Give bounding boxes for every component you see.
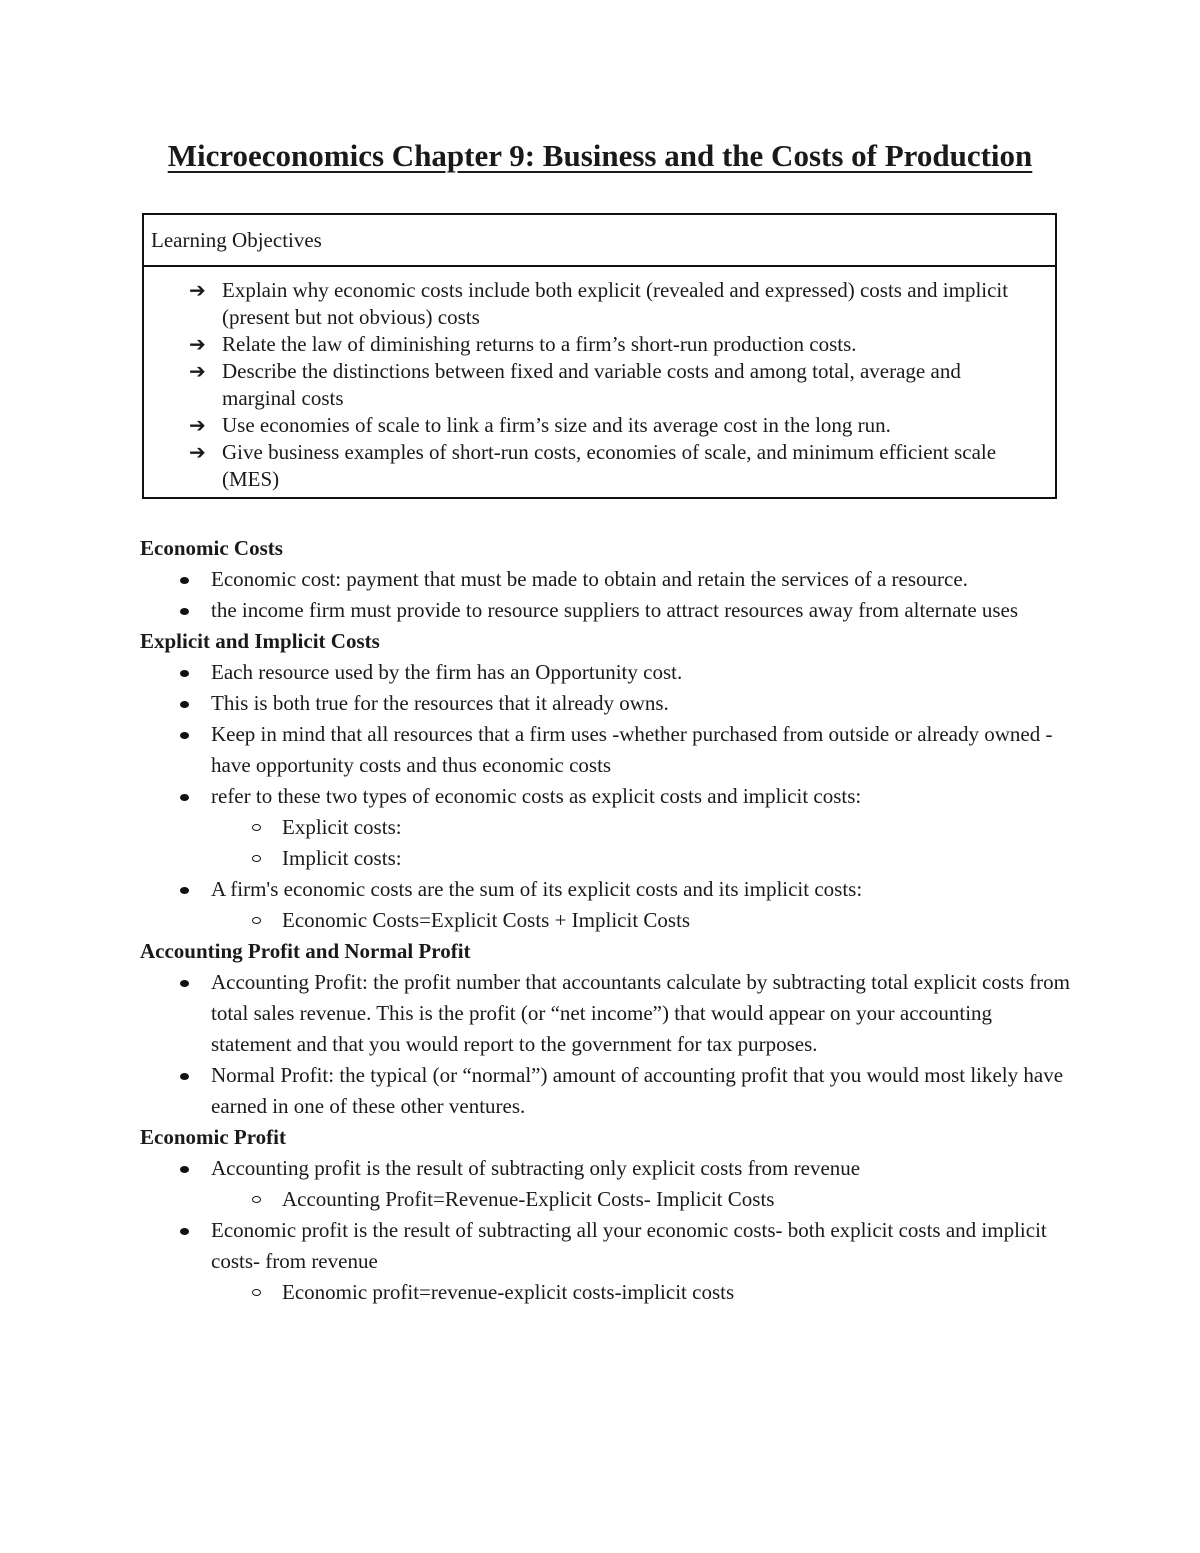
list-item — [140, 1060, 1070, 1122]
learning-objective-text: Explain why economic costs include both explicit (revealed and expressed) costs and implicit (present but not obvious) costs — [222, 278, 1009, 329]
list-item-text: Normal Profit: the typical (or “normal”) amount of accounting profit that you would most likely have earned in one of these other ventures. — [211, 1063, 1064, 1118]
list-item-text: Keep in mind that all resources that a firm uses -whether purchased from outside or already owned - have opportunity costs and thus economic costs — [211, 722, 1053, 777]
arrow-right-icon: ➔ — [189, 332, 206, 356]
learning-objective-item — [189, 358, 1037, 412]
notes-body — [140, 533, 1070, 1308]
learning-objectives-table — [142, 213, 1057, 499]
sub-list-item — [140, 1277, 1070, 1308]
bullet-circle-icon — [252, 1289, 261, 1296]
learning-objective-text: Describe the distinctions between fixed and variable costs and among total, average and marginal costs — [222, 359, 961, 410]
list-item — [140, 688, 1070, 719]
section-heading: Accounting Profit and Normal Profit — [140, 939, 471, 963]
list-item-text: Economic profit is the result of subtracting all your economic costs- both explicit costs and implicit costs- from revenue — [211, 1218, 1047, 1273]
bullet-dot-icon — [180, 732, 189, 739]
page-title: Microeconomics Chapter 9: Business and the Costs of Production — [167, 138, 1033, 173]
bullet-dot-icon — [180, 1166, 189, 1173]
learning-objectives-heading: Learning Objectives — [144, 215, 1055, 267]
list-item — [140, 1215, 1070, 1308]
bullet-dot-icon — [180, 608, 189, 615]
bullet-dot-icon — [180, 701, 189, 708]
arrow-right-icon: ➔ — [189, 440, 206, 464]
section-heading: Economic Costs — [140, 536, 283, 560]
list-item — [140, 595, 1070, 626]
arrow-right-icon: ➔ — [189, 413, 206, 437]
bullet-list — [140, 1153, 1070, 1308]
list-item — [140, 967, 1070, 1060]
sub-list-item — [140, 1184, 1070, 1215]
list-item-text: This is both true for the resources that it already owns. — [211, 691, 669, 715]
sub-list-item — [140, 843, 1070, 874]
list-item-text: Accounting Profit: the profit number that accountants calculate by subtracting total explicit costs from total sales revenue. This is the profit (or “net income”) that would appear on your accounting statement and that you would report to the government for tax purposes. — [211, 970, 1071, 1056]
list-item — [140, 781, 1070, 874]
list-item — [140, 1153, 1070, 1215]
bullet-list — [140, 967, 1070, 1122]
sub-list-item-text: Accounting Profit=Revenue-Explicit Costs- Implicit Costs — [282, 1187, 775, 1211]
bullet-dot-icon — [180, 887, 189, 894]
list-item-text: A firm's economic costs are the sum of its explicit costs and its implicit costs: — [211, 877, 863, 901]
list-item — [140, 719, 1070, 781]
bullet-dot-icon — [180, 670, 189, 677]
list-item — [140, 874, 1070, 936]
list-item-text: Each resource used by the firm has an Opportunity cost. — [211, 660, 683, 684]
bullet-dot-icon — [180, 577, 189, 584]
arrow-right-icon: ➔ — [189, 278, 206, 302]
sub-list-item — [140, 812, 1070, 843]
learning-objectives-list — [144, 267, 1055, 493]
bullet-circle-icon — [252, 917, 261, 924]
section-heading: Economic Profit — [140, 1125, 286, 1149]
list-item-text: refer to these two types of economic costs as explicit costs and implicit costs: — [211, 784, 862, 808]
bullet-dot-icon — [180, 794, 189, 801]
list-item — [140, 564, 1070, 595]
section-heading: Explicit and Implicit Costs — [140, 629, 380, 653]
bullet-list — [140, 657, 1070, 936]
learning-objective-item — [189, 277, 1037, 331]
arrow-right-icon: ➔ — [189, 359, 206, 383]
bullet-circle-icon — [252, 1196, 261, 1203]
list-item — [140, 657, 1070, 688]
learning-objective-item — [189, 412, 1037, 439]
sub-bullet-list — [211, 905, 1070, 936]
list-item-text: Economic cost: payment that must be made to obtain and retain the services of a resource. — [211, 567, 968, 591]
sub-bullet-list — [211, 1184, 1070, 1215]
sub-list-item-text: Economic profit=revenue-explicit costs-implicit costs — [282, 1280, 735, 1304]
sub-list-item-text: Economic Costs=Explicit Costs + Implicit Costs — [282, 908, 691, 932]
sub-list-item-text: Explicit costs: — [282, 815, 402, 839]
learning-objective-item — [189, 331, 1037, 358]
learning-objective-text: Relate the law of diminishing returns to a firm’s short-run production costs. — [222, 332, 857, 356]
sub-bullet-list — [211, 812, 1070, 874]
bullet-list — [140, 564, 1070, 626]
sub-list-item-text: Implicit costs: — [282, 846, 402, 870]
sub-list-item — [140, 905, 1070, 936]
bullet-circle-icon — [252, 855, 261, 862]
bullet-dot-icon — [180, 1228, 189, 1235]
learning-objective-text: Use economies of scale to link a firm’s size and its average cost in the long run. — [222, 413, 891, 437]
learning-objective-text: Give business examples of short-run costs, economies of scale, and minimum efficient scale (MES) — [222, 440, 997, 491]
learning-objective-item — [189, 439, 1037, 493]
list-item-text: the income firm must provide to resource suppliers to attract resources away from alternate uses — [211, 598, 1019, 622]
sub-bullet-list — [211, 1277, 1070, 1308]
bullet-circle-icon — [252, 824, 261, 831]
list-item-text: Accounting profit is the result of subtracting only explicit costs from revenue — [211, 1156, 861, 1180]
bullet-dot-icon — [180, 1073, 189, 1080]
bullet-dot-icon — [180, 980, 189, 987]
